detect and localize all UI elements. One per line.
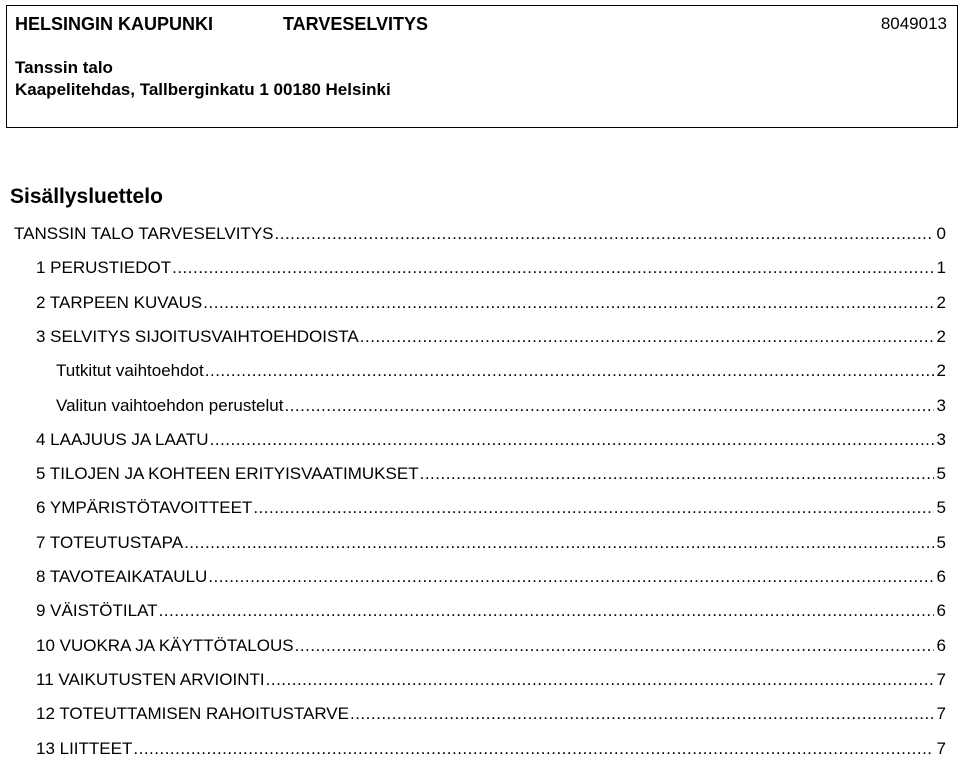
toc-entry-label: 1 PERUSTIEDOT [36, 258, 172, 278]
toc-entry-label: 10 VUOKRA JA KÄYTTÖTALOUS [36, 635, 294, 655]
toc-entry[interactable] [36, 490, 946, 518]
toc-entry-page: 5 [936, 498, 946, 518]
toc-entry-label: 9 VÄISTÖTILAT [36, 601, 158, 621]
toc-entry-page: 6 [936, 635, 946, 655]
toc-dot-leader [295, 636, 934, 656]
toc-entry-page: 3 [936, 395, 946, 415]
toc-entry-page: 2 [936, 292, 946, 312]
toc-dot-leader [275, 224, 934, 244]
toc-entry-label: 12 TOTEUTTAMISEN RAHOITUSTARVE [36, 704, 349, 724]
toc-title: Sisällysluettelo [10, 185, 163, 208]
toc-dot-leader [360, 327, 934, 347]
building-address: Kaapelitehdas, Tallberginkatu 1 00180 Helsinki [15, 80, 391, 99]
organization-name: HELSINGIN KAUPUNKI [15, 14, 214, 34]
toc-entry-label: 6 YMPÄRISTÖTAVOITTEET [36, 498, 253, 518]
toc-entry-label: 7 TOTEUTUSTAPA [36, 532, 184, 552]
toc-entry[interactable] [36, 319, 946, 347]
document-header [6, 5, 958, 128]
toc-entry[interactable] [56, 353, 946, 381]
toc-dot-leader [266, 670, 934, 690]
toc-dot-leader [284, 396, 933, 416]
toc-entry-page: 3 [936, 429, 946, 449]
toc-entry-page: 6 [936, 601, 946, 621]
toc-entry-label: 3 SELVITYS SIJOITUSVAIHTOEHDOISTA [36, 326, 359, 346]
toc-entry-page: 7 [936, 669, 946, 689]
toc-entry-page: 5 [936, 464, 946, 484]
toc-entry[interactable] [36, 456, 946, 484]
toc-entry[interactable] [14, 216, 946, 244]
toc-entry-label: 8 TAVOTEAIKATAULU [36, 567, 208, 586]
toc-entry-page: 2 [936, 326, 946, 346]
toc-entry[interactable] [36, 285, 946, 313]
toc-entry-page: 2 [936, 361, 946, 381]
toc-entry-page: 6 [936, 567, 946, 586]
toc-dot-leader [159, 601, 934, 621]
toc-dot-leader [205, 361, 934, 381]
toc-entry[interactable] [36, 559, 946, 587]
toc-dot-leader [420, 464, 934, 484]
toc-entry[interactable] [36, 696, 946, 724]
toc-dot-leader [133, 739, 933, 759]
toc-entry-page: 0 [936, 224, 946, 243]
toc-entry[interactable] [36, 525, 946, 553]
toc-dot-leader [253, 498, 933, 518]
toc-entry-label: 13 LIITTEET [36, 738, 133, 758]
building-name: Tanssin talo [15, 58, 113, 77]
toc-entry[interactable] [56, 388, 946, 416]
toc-entry-page: 7 [936, 738, 946, 758]
toc-dot-leader [210, 430, 934, 450]
toc-entry-label: 4 LAAJUUS JA LAATU [36, 429, 209, 449]
toc-entry-label: Tutkitut vaihtoehdot [56, 361, 204, 381]
toc-dot-leader [208, 567, 933, 587]
toc-dot-leader [350, 704, 934, 724]
document-type: TARVESELVITYS [283, 14, 429, 34]
toc-entry-label: TANSSIN TALO TARVESELVITYS [14, 224, 274, 243]
toc-entry[interactable] [36, 422, 946, 450]
toc-dot-leader [172, 258, 933, 278]
toc-entry[interactable] [36, 593, 946, 621]
toc-entry-page: 1 [936, 258, 946, 278]
toc-entry[interactable] [36, 250, 946, 278]
toc-entry-label: 11 VAIKUTUSTEN ARVIOINTI [36, 669, 265, 689]
toc-entry[interactable] [36, 731, 946, 759]
toc-dot-leader [203, 293, 933, 313]
header-top-row [15, 14, 947, 36]
toc-entry[interactable] [36, 628, 946, 656]
toc-entry[interactable] [36, 662, 946, 690]
toc-entry-label: 2 TARPEEN KUVAUS [36, 292, 203, 312]
toc-entry-page: 7 [936, 704, 946, 724]
document-number: 8049013 [880, 14, 947, 33]
toc-entry-page: 5 [936, 532, 946, 552]
toc-dot-leader [184, 533, 933, 553]
toc-entry-label: 5 TILOJEN JA KOHTEEN ERITYISVAATIMUKSET [36, 464, 419, 484]
toc-entry-label: Valitun vaihtoehdon perustelut [56, 395, 284, 415]
